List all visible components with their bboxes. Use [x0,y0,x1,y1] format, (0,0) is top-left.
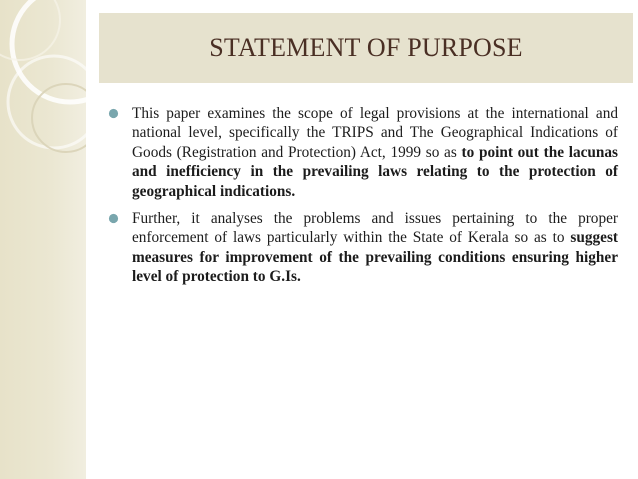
bullet-bold-text: to point out the lacunas and inefficiency in the prevailing laws relating to the protection of geographical indications. [132,143,619,200]
bullet-text: Further, it analyses the problems and issues pertaining to the proper enforcement of laws particularly within the State of Kerala so as to [132,210,618,247]
slide-title: STATEMENT OF PURPOSE [209,33,523,62]
bullet-bold-text: suggest measures for improvement of the prevailing conditions ensuring higher level of protection to G.Is. [132,229,618,286]
bullet-list [108,104,618,295]
bullet-icon [108,108,119,119]
bullet-icon [108,213,119,224]
bullet-item [108,209,618,287]
bullet-text: This paper examines the scope of legal provisions at the international and national level, specifically the TRIPS and The Geographical Indications of Goods (Registration and Protection) Act, 1999 so as [132,105,618,161]
decorative-circles [0,0,86,479]
bullet-item [108,104,618,201]
decorative-side-band [0,0,86,479]
